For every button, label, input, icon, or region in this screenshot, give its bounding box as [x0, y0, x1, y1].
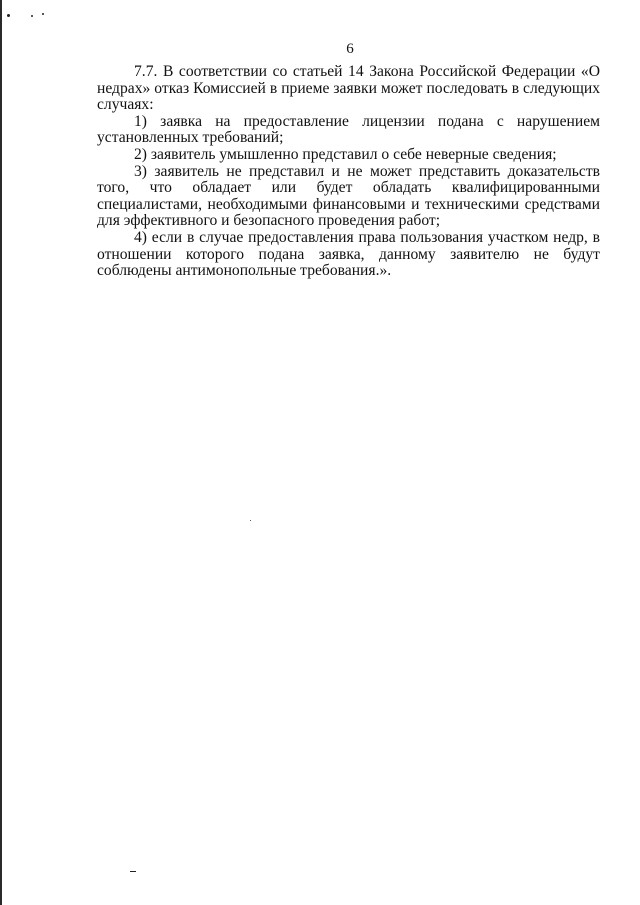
paragraph-item-3: 3) заявитель не представил и не может представить доказательств того, что обладает или будет обладать квалифицированными специалистами, необходимыми финансовыми и техническими средствами для эффективного и безопасного проведения работ;	[97, 162, 600, 230]
scan-speck	[130, 871, 136, 872]
paragraph-clause-7-7: 7.7. В соответствии со статьей 14 Закона Российской Федерации «О недрах» отказ Комиссией в приеме заявки может последовать в следующих случаях:	[97, 63, 600, 114]
paragraph-item-2: 2) заявитель умышленно представил о себе неверные сведения;	[134, 145, 557, 163]
scan-speck	[7, 14, 10, 17]
paragraph-item-1: 1) заявка на предоставление лицензии подана с нарушением установленных требований;	[97, 112, 600, 147]
scan-speck	[42, 13, 44, 15]
document-body	[97, 64, 600, 280]
paragraph-item-4: 4) если в случае предоставления права пользования участком недр, в отношении которого подана заявка, данному заявителю не будут соблюдены антимонопольные требования.».	[97, 228, 600, 280]
scan-edge	[0, 0, 2, 905]
page-number: 6	[346, 41, 354, 57]
scan-speck	[31, 15, 33, 17]
scan-speck	[250, 520, 251, 521]
